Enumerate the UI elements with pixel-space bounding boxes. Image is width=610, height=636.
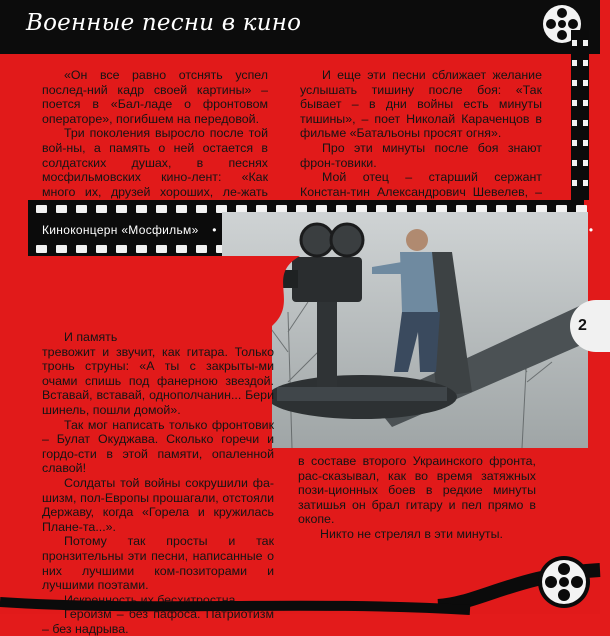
paragraph: тревожит и звучит, как гитара. Только тронь струны: «А ты с закрыты-ми очами спишь под фанерною звездой. Вставай, вставай, однополчанин... Бери шинель, пошли домой».: [42, 344, 274, 417]
text-column-top-left: [42, 68, 268, 214]
paragraph: Три поколения выросло после той вой-ны, а память о ней остается в солдатских душах, в песнях мосфильмовских кино-лент: «Как много их, друзей хороших, ле-жать: [42, 126, 268, 199]
film-sprocket-hole: [196, 205, 207, 213]
text-column-bottom-left: [42, 330, 274, 636]
text-column-top-right: [300, 68, 542, 214]
film-sprocket-hole: [156, 205, 167, 213]
film-sprocket-hole: [116, 245, 127, 253]
header-title: Военные песни в кино: [26, 10, 302, 36]
paragraph: Про эти минуты после боя знают фрон-товики.: [300, 140, 542, 170]
film-dot: •: [588, 223, 594, 237]
paragraph: Героизм – без пафоса. Патриотизм – без надрыва.: [42, 607, 274, 636]
film-sprocket-hole: [176, 205, 187, 213]
paragraph: «Он все равно отснять успел послед-ний кадр своей картины» – поется в «Бал-ладе о фронтовом операторе», погибшем на передовой.: [42, 68, 268, 126]
film-sprocket-hole: [96, 205, 107, 213]
paragraph: Никто не стрелял в эти минуты.: [320, 526, 503, 541]
paragraph: в составе второго Украинского фронта, рас-сказывал, как во время затяжных пози-ционных боев в редкие минуты затишья он брал гитару и пел прямо в окопе.: [298, 454, 536, 527]
bottom-film-strip: [0, 596, 600, 614]
film-sprocket-hole: [56, 205, 67, 213]
film-sprocket-hole: [196, 245, 207, 253]
paragraph: Мой отец – старший сержант Констан-тин Александрович Шевелев, –: [300, 170, 542, 199]
film-sprocket-hole: [176, 245, 187, 253]
text-column-bottom-right: [298, 454, 536, 542]
film-dot: •: [212, 223, 217, 237]
page-number: 2: [570, 300, 610, 352]
film-sprocket-hole: [116, 205, 127, 213]
film-label: Киноконцерн «Мосфильм»: [42, 223, 199, 237]
film-sprocket-hole: [76, 205, 87, 213]
film-sprocket-hole: [136, 245, 147, 253]
header-bar: [0, 0, 600, 54]
paragraph: Так мог написать только фронтовик – Булат Окуджава. Сколько горечи и гордо-сти в этой памяти, опаленной славой!: [42, 417, 274, 476]
paragraph: Потому так просты и так пронзительны эти песни, написанные о них лучшими ком-позиторами и лучшими поэтами.: [42, 534, 274, 593]
film-sprocket-hole: [136, 205, 147, 213]
film-sprocket-hole: [76, 245, 87, 253]
paragraph: Искренность их бесхитростна.: [64, 592, 239, 607]
paragraph: Солдаты той войны сокрушили фа-шизм, пол-Европы прошагали, отстояли Державу, когда «Горела и кружилась Плане-та...».: [42, 475, 274, 534]
film-sprocket-hole: [36, 205, 47, 213]
film-curve-decoration: [560, 30, 600, 210]
film-sprocket-hole: [156, 245, 167, 253]
film-sprocket-hole: [56, 245, 67, 253]
film-sprocket-hole: [96, 245, 107, 253]
paragraph: И еще эти песни сближает желание услышать тишину после боя: «Так бывает – в дни войны есть минуты тишины», – поет Николай Караченцов в фильме «Батальоны просят огня».: [300, 68, 542, 141]
film-sprocket-hole: [36, 245, 47, 253]
paragraph: И память: [64, 330, 118, 344]
